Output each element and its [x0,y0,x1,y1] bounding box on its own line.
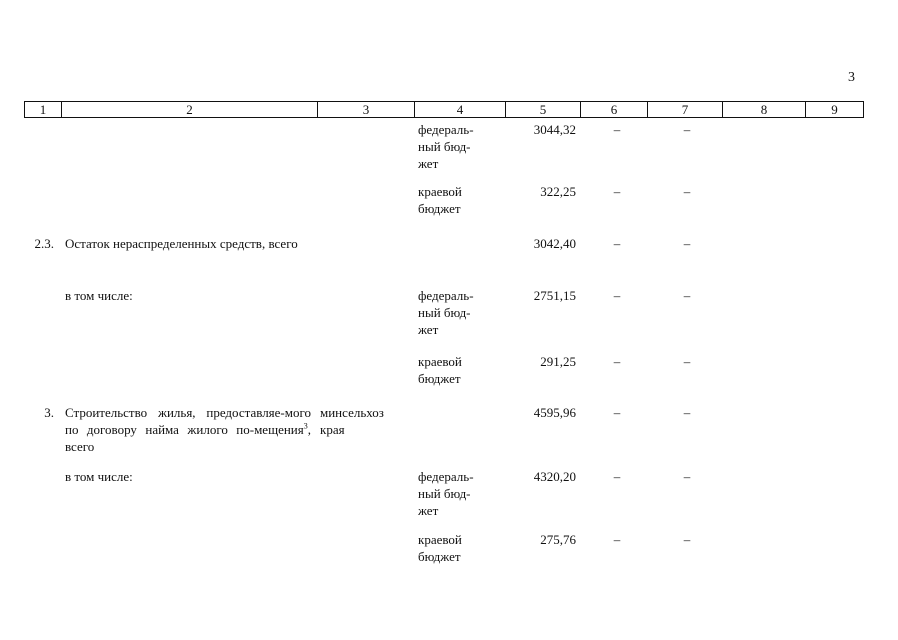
column-6-value: – [613,469,621,484]
column-number-2: 2 [62,102,318,117]
column-number-5: 5 [506,102,581,117]
column-6-value: – [613,288,621,303]
column-number-3: 3 [318,102,415,117]
footnote-marker: 3 [303,421,308,431]
amount: 291,25 [540,354,576,369]
item-name: в том числе: [65,288,133,303]
column-7-value: – [683,532,691,547]
amount: 3042,40 [533,236,576,251]
column-number-7: 7 [648,102,723,117]
column-6-value: – [613,532,621,547]
column-number-4: 4 [415,102,506,117]
column-7-value: – [683,288,691,303]
column-6-value: – [613,236,621,251]
amount: 2751,15 [533,288,576,303]
item-name-suffix: , всего [65,422,311,454]
column-number-1: 1 [25,102,62,117]
column-7-value: – [683,354,691,369]
table-header-row [24,101,864,118]
column-number-6: 6 [581,102,648,117]
column-6-value: – [613,122,621,137]
item-name: Остаток нераспределенных средств, всего [65,236,298,251]
column-7-value: – [683,469,691,484]
funding-source: федераль-ный бюд-жет [418,469,474,518]
funding-source: краевой бюджет [418,354,462,386]
column-6-value: – [613,405,621,420]
column-7-value: – [683,184,691,199]
amount: 3044,32 [533,122,576,137]
amount: 4320,20 [533,469,576,484]
funding-source: краевой бюджет [418,532,462,564]
item-name-text: Строительство жилья, предоставляе-мого по договору найма жилого по-мещения [65,405,311,437]
column-number-9: 9 [831,102,838,117]
amount: 4595,96 [533,405,576,420]
amount: 275,76 [540,532,576,547]
funding-source: краевой бюджет [418,184,462,216]
funding-source: федераль-ный бюд-жет [418,122,474,171]
column-7-value: – [683,405,691,420]
column-6-value: – [613,354,621,369]
item-name: в том числе: [65,469,133,484]
amount: 322,25 [540,184,576,199]
column-number-8: 8 [723,102,806,117]
funding-source: федераль-ный бюд-жет [418,288,474,337]
responsible-agency: минсельхоз края [320,405,384,437]
column-6-value: – [613,184,621,199]
row-number: 3. [44,405,54,420]
column-7-value: – [683,122,691,137]
row-number: 2.3. [34,236,54,251]
page-number: 3 [848,70,855,85]
item-name [65,404,311,455]
column-7-value: – [683,236,691,251]
